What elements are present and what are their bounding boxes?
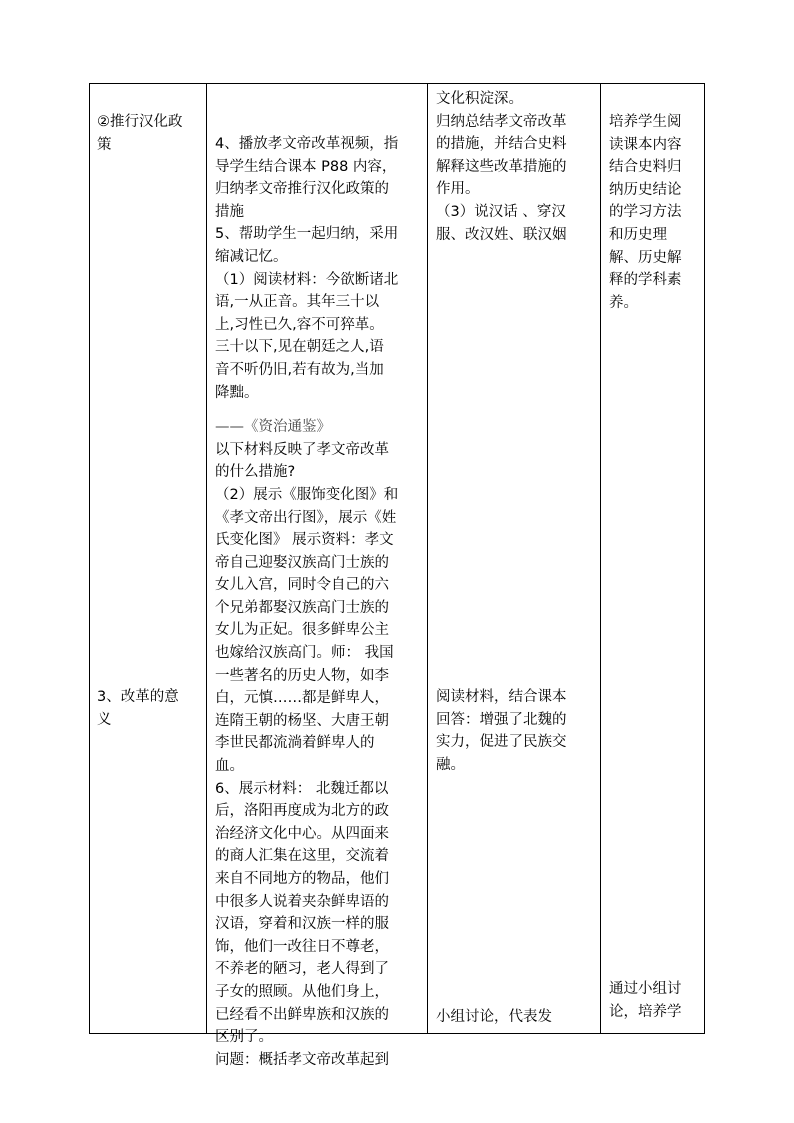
activity-line: 归纳孝文帝推行汉化政策的 [215,181,389,198]
student-activity-cell-discussion [436,1006,552,1029]
student-line: 实力，促进了民族交 [436,734,567,751]
student-line: （3）说汉话 、穿汉 [436,203,566,220]
topic-line: 3、改革的意 [97,689,179,705]
activity-line: 问题：概括孝文帝改革起到 [215,1051,389,1068]
activity-line: 6、展示材料： 北魏迁都以 [215,780,389,797]
activity-line: （1）阅读材料：今欲断诸北 [215,271,399,288]
activity-line: 后，洛阳再度成为北方的政 [215,803,389,820]
activity-line: 血。 [215,758,244,775]
intent-line: 培养学生阅 [609,114,682,130]
topic-line: 策 [97,136,112,153]
intent-line: 的学习方法 [609,204,682,221]
intent-line: 和历史理 [609,226,667,243]
intent-line: 释的学科素 [609,272,682,289]
activity-line: 4、播放孝文帝改革视频，指 [215,136,399,152]
activity-line: 连隋王朝的杨坚、大唐王朝 [215,712,389,729]
student-activity-cell-significance [436,686,567,776]
activity-line: 不养老的陋习，老人得到了 [215,961,389,978]
activity-line: 来自不同地方的物品，他们 [215,871,389,887]
intent-line: 结合史料归 [609,159,682,176]
activity-line: 帝自己迎娶汉族高门士族的 [215,554,389,571]
intent-line: 通过小组讨 [609,981,682,997]
spacer [215,404,398,416]
intent-line: 解、历史解 [609,249,682,266]
activity-line: 上,习性已久,容不可猝革。 [215,316,384,333]
design-intent-cell-discussion [609,978,682,1023]
design-intent-cell-skills [609,111,682,314]
activity-line: 区别了。 [215,1029,273,1046]
activity-line: 李世民都流淌着鲜卑人的 [215,735,375,752]
column-divider-3 [600,84,601,1033]
activity-line: 女儿为正妃。很多鲜卑公主 [215,622,389,639]
activity-line: 以下材料反映了孝文帝改革 [215,441,389,458]
student-line: 服、改汉姓、联汉姻 [436,226,567,243]
activity-line: 5、帮助学生一起归纳，采用 [215,226,399,243]
activity-line: 三十以下,见在朝廷之人,语 [215,339,384,356]
student-line: 文化积淀深。 [436,91,523,107]
activity-line: 个兄弟都娶汉族高门士族的 [215,599,389,616]
activity-line: 降黜。 [215,384,259,401]
activity-line: （2）展示《服饰变化图》和 [215,486,399,503]
student-line: 融。 [436,756,465,773]
activity-line: 女儿入宫，同时令自己的六 [215,577,389,594]
intent-line: 养。 [609,294,638,311]
activity-line: 中很多人说着夹杂鲜卑语的 [215,893,389,910]
column-divider-2 [427,84,428,1033]
topic-cell-reform-significance [97,686,179,731]
activity-line: 的什么措施? [215,464,296,481]
source-citation: ——《资治通鉴》 [215,419,331,436]
activity-line: 饰，他们一改往日不尊老， [215,938,389,955]
activity-line: 也嫁给汉族高门。师： 我国 [215,645,394,662]
student-line: 小组讨论，代表发 [436,1009,552,1025]
teacher-activity-cell [215,133,398,1071]
topic-cell-hanhua-policy [97,111,183,156]
activity-line: 缩减记忆。 [215,248,288,265]
activity-line: 音不听仍旧,若有故为,当加 [215,361,384,378]
student-activity-cell-measures [436,88,567,246]
activity-line: 导学生结合课本 P88 内容， [215,158,397,175]
activity-line: 措施 [215,203,244,220]
student-line: 的措施，并结合史料 [436,136,567,153]
activity-line: 已经看不出鲜卑族和汉族的 [215,1006,389,1023]
activity-line: 的商人汇集在这里，交流着 [215,848,389,865]
activity-line: 氏变化图》 展示资料：孝文 [215,532,394,549]
activity-line: 白，元慎……都是鲜卑人， [215,690,389,707]
student-line: 作用。 [436,181,480,198]
intent-line: 读课本内容 [609,136,682,153]
student-line: 归纳总结孝文帝改革 [436,113,567,130]
column-divider-1 [206,84,207,1033]
intent-line: 纳历史结论 [609,181,682,198]
activity-line: 子女的照顾。从他们身上， [215,983,389,1000]
student-line: 阅读材料，结合课本 [436,689,567,705]
activity-line: 语,一从正音。其年三十以 [215,294,380,311]
activity-line: 《孝文帝出行图》，展示《姓 [215,509,397,526]
topic-line: ②推行汉化政 [97,114,183,130]
activity-line: 汉语，穿着和汉族一样的服 [215,916,389,933]
student-line: 解释这些改革措施的 [436,158,567,175]
student-line: 回答：增强了北魏的 [436,711,567,728]
intent-line: 论，培养学 [609,1003,682,1020]
activity-line: 一些著名的历史人物，如李 [215,667,389,684]
topic-line: 义 [97,711,112,728]
activity-line: 治经济文化中心。从四面来 [215,825,389,842]
